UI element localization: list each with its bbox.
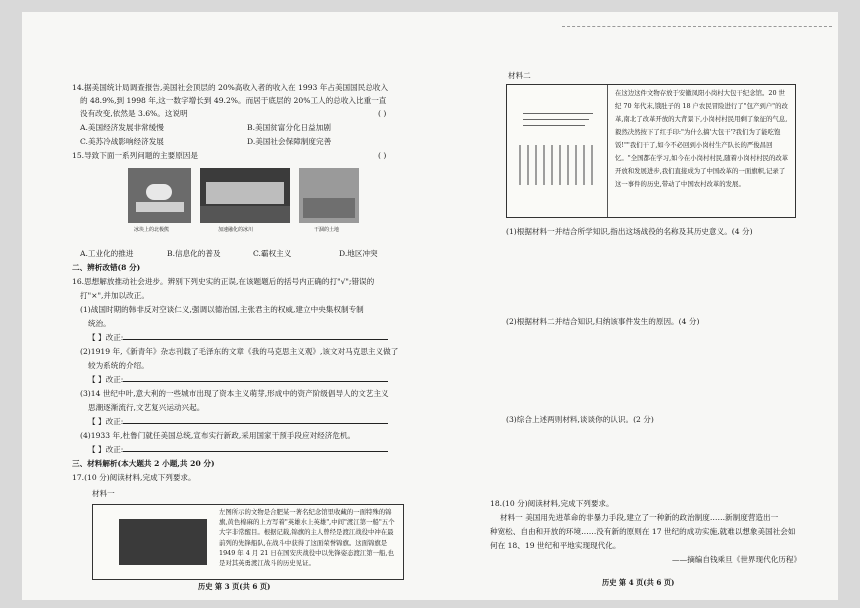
q16-fix-2 (88, 374, 388, 386)
material-1-box (92, 504, 404, 580)
material-2-box (506, 84, 796, 218)
q16-item3-a: (3)14 世纪中叶,意大利的一些城市出现了资本主义萌芽,形成中的资产阶级倡导人的文艺主义 (80, 389, 389, 398)
material-2-label: 材料二 (508, 71, 531, 80)
handprint-document-image (509, 85, 608, 217)
q16-stem-1: 16.思想解放推动社会进步。辨别下列史实的正误,在该题题后的括号内正确的打"√";错误的 (72, 277, 375, 286)
q16-item1-b: 统治。 (88, 319, 111, 328)
q14-line3: 没有改变,依然是 3.6%。这说明 (80, 109, 188, 118)
q14-option-b: B.美国贫富分化日益加剧 (247, 123, 331, 132)
q16-item2-a: (2)1919 年,《新青年》杂志刊载了毛泽东的文章《我的马克思主义观》,该文对马克思主义做了 (80, 347, 399, 356)
fix-label: 【 】改正: (88, 375, 124, 384)
footer-page-3: 历史 第 3 页(共 6 页) (198, 582, 271, 591)
q17-stem: 17.(10 分)阅读材料,完成下列要求。 (72, 473, 196, 482)
q16-item4-a: (4)1933 年,杜鲁门就任美国总统,宣布实行新政,采用国家干预手段应对经济危机。 (80, 431, 356, 440)
answer-line-4[interactable] (123, 451, 388, 452)
glacier-photo (200, 168, 290, 223)
q14-option-d: D.美国社会保障制度完善 (247, 137, 332, 146)
answer-line-2[interactable] (123, 381, 388, 382)
q16-fix-4 (88, 444, 388, 456)
q15-stem: 15.导致下面一系列问题的主要原因是 (72, 151, 198, 160)
material-1-text: 左图所示的文物是合肥某一著名纪念馆里收藏的一面特殊的锦旗,黄色棉麻的上方写着"英雄水上英雄",中间"渡江第一船"五个大字非常醒目。根据记载,锦旗的主人曾经是渡江战役中冲在最前列的先锋船队,在战斗中获得了这面荣誉锦旗。这面锦旗是 1949 年 4 月 21 日在国安庆战役中以先锋姿态渡江第一船,也是对其英勇渡江战斗的历史见证。 (219, 508, 395, 568)
q15-option-c: C.霸权主义 (253, 249, 292, 258)
exam-sheet (22, 12, 838, 600)
section-2-heading: 二、辨析改错(8 分) (72, 263, 141, 272)
polar-bear-photo (128, 168, 191, 223)
q18-line2: 种宽松、自由和开放的环境……没有新的原则在 17 世纪的成功实施,就难以想象美国社会如 (490, 527, 796, 536)
q18-stem: 18.(10 分)阅读材料,完成下列要求。 (490, 499, 614, 508)
answer-line-1[interactable] (123, 339, 388, 340)
dry-land-photo (299, 168, 359, 223)
q16-item2-b: 较为系统的介绍。 (88, 361, 149, 370)
q15-option-d: D.地区冲突 (339, 249, 378, 258)
material-1-label: 材料一 (92, 489, 115, 498)
q14-paren: ( ) (378, 109, 387, 118)
q17-sub3: (3)综合上述两则材料,谈谈你的认识。(2 分) (506, 415, 654, 424)
q18-line3: 何在 18、19 世纪和平地实现现代化。 (490, 541, 621, 550)
page-3 (22, 12, 430, 600)
q14-line2: 的 48.9%,到 1998 年,这一数字增长到 49.2%。而居于底层的 20%工人的总收入比重一直 (80, 96, 387, 105)
fix-label: 【 】改正: (88, 417, 124, 426)
footer-page-4: 历史 第 4 页(共 6 页) (602, 578, 675, 587)
page-4 (430, 12, 838, 600)
caption-glacier: 加速融化的冰川 (218, 227, 254, 233)
q14-option-c: C.美苏冷战影响经济发展 (80, 137, 164, 146)
q18-line1: 材料一 美国用先进革命的非暴力手段,建立了一种新的政治制度……新制度营造出一 (500, 513, 779, 522)
q16-fix-1 (88, 332, 388, 344)
caption-polar-bear: 冰块上的北极熊 (134, 227, 170, 233)
fix-label: 【 】改正: (88, 445, 124, 454)
q14-option-a: A.美国经济发展非常缓慢 (80, 123, 164, 132)
q16-fix-3 (88, 416, 388, 428)
q18-source: ——摘编自钱乘旦《世界现代化历程》 (672, 555, 802, 564)
banner-photo (119, 519, 207, 565)
q14-line1: 14.据美国统计局调查报告,美国社会顶层的 20%高收入者的收入在 1993 年占美国国民总收入 (72, 83, 389, 92)
material-2-text: 在这边这件文物存放于安徽凤阳小岗村大包干纪念馆。20 世纪 70 年代末,饿肚子的 18 户农民冒险进行了"包产到户"的改革,南北了改革开放的大背景下,小岗村村民用剩了象征的气息,毅然决然按下了红手印:"为什么搞'大包干'?我们为了能吃饱饭!""我们干了,如今不必回到小岗村生产队长的严俊昌回忆。"全国都在学习,如今在小岗村村民,随着小岗村村民的改革开放和发展进步,我们直接成为了中国改革的一面旗帜,记录了这一事件的历史,带动了中国农村改革的发展。 (615, 89, 789, 188)
q17-sub1: (1)根据材料一并结合所学知识,指出这场战役的名称及其历史意义。(4 分) (506, 227, 753, 236)
q15-option-a: A.工业化的推进 (80, 249, 134, 258)
q16-item1-a: (1)战国时期的韩非反对空谈仁义,强调以德治国,主张君主的权威,建立中央集权制专制 (80, 305, 364, 314)
q17-sub2: (2)根据材料二并结合知识,归纳该事件发生的原因。(4 分) (506, 317, 700, 326)
fix-label: 【 】改正: (88, 333, 124, 342)
section-3-heading: 三、材料解析(本大题共 2 小题,共 20 分) (72, 459, 215, 468)
q16-stem-2: 打"×",并加以改正。 (80, 291, 149, 300)
answer-line-3[interactable] (123, 423, 388, 424)
caption-dry-land: 干涸的土地 (314, 227, 340, 233)
q15-option-b: B.信息化的普及 (167, 249, 221, 258)
q15-paren: ( ) (378, 151, 387, 160)
q16-item3-b: 思潮逐渐流行,文艺复兴运动兴起。 (88, 403, 205, 412)
